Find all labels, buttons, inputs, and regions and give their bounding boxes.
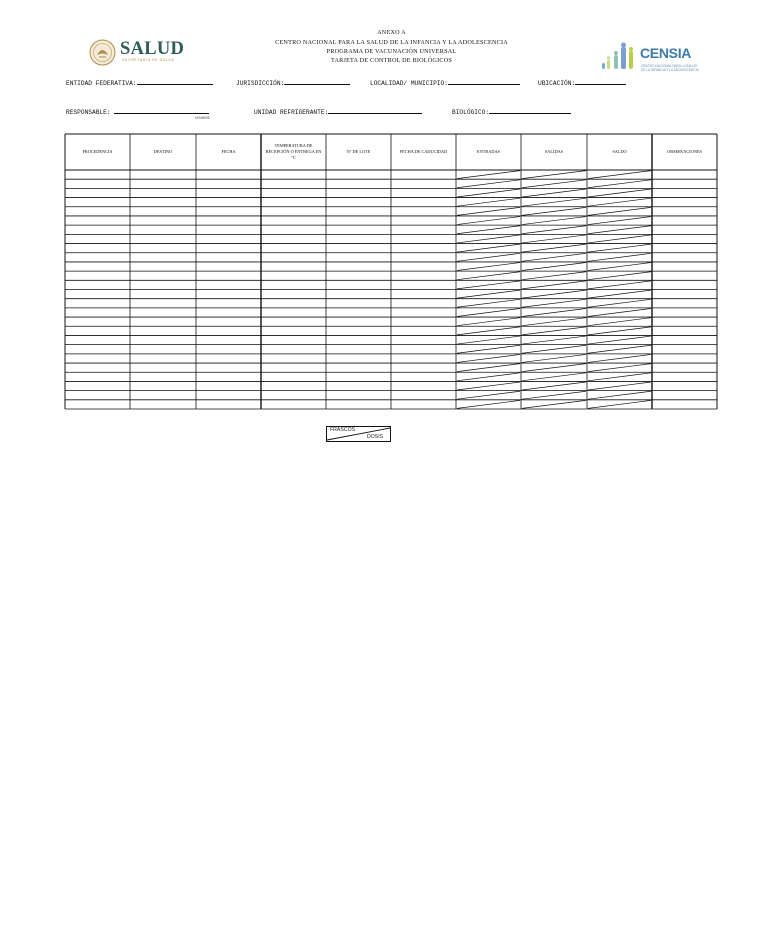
table-cell-slash	[457, 272, 520, 280]
header-title-programa: PROGRAMA DE VACUNACIÓN UNIVERSAL	[326, 48, 457, 55]
table-cell-slash	[522, 244, 586, 252]
biologico-label: BIOLÓGICO:	[452, 109, 490, 116]
table-cell-slash	[522, 336, 586, 344]
table-cell-slash	[457, 189, 520, 197]
table-cell-slash	[457, 198, 520, 206]
column-header-4: N° DE LOTE	[346, 149, 371, 154]
table-cell-slash	[588, 290, 651, 298]
table-cell-slash	[457, 281, 520, 289]
table-cell-slash	[457, 207, 520, 215]
table-cell-slash	[588, 354, 651, 362]
table-cell-slash	[522, 382, 586, 390]
table-cell-slash	[457, 354, 520, 362]
table-cell-slash	[457, 226, 520, 234]
table-cell-slash	[588, 189, 651, 197]
table-cell-slash	[457, 299, 520, 307]
table-cell-slash	[457, 217, 520, 225]
table-cell-slash	[588, 253, 651, 261]
salud-logo-text: SALUD	[120, 39, 185, 59]
table-cell-slash	[588, 364, 651, 372]
table-cell-slash	[457, 336, 520, 344]
table-cell-slash	[588, 180, 651, 188]
table-cell-slash	[522, 354, 586, 362]
header-title-tarjeta: TARJETA DE CONTROL DE BIOLÓGICOS	[330, 57, 453, 64]
table-cell-slash	[522, 400, 586, 408]
table-cell-slash	[588, 345, 651, 353]
table-cell-slash	[588, 318, 651, 326]
table-cell-slash	[588, 373, 651, 381]
table-cell-slash	[522, 217, 586, 225]
header-title-centro: CENTRO NACIONAL PARA LA SALUD DE LA INFANCIA Y LA ADOLESCENCIA	[275, 39, 508, 46]
table-cell-slash	[457, 345, 520, 353]
column-header-9: OBSERVACIONES	[667, 149, 702, 154]
table-cell-slash	[457, 382, 520, 390]
table-cell-slash	[457, 364, 520, 372]
table-cell-slash	[522, 189, 586, 197]
column-header-7: SALIDAS	[544, 149, 564, 154]
table-cell-slash	[588, 308, 651, 316]
column-header-3: TEMPERATURA DE RECEPCIÓN O ENTREGA EN °C	[265, 143, 322, 160]
table-cell-slash	[457, 400, 520, 408]
table-cell-slash	[588, 244, 651, 252]
table-cell-slash	[588, 272, 651, 280]
legend-frascos: FRASCOS	[330, 427, 356, 433]
table-cell-slash	[457, 327, 520, 335]
column-header-2: FECHA	[221, 149, 236, 154]
table-cell-slash	[522, 318, 586, 326]
table-cell-slash	[457, 253, 520, 261]
header-title-anexo: ANEXO A	[377, 29, 406, 36]
table-cell-slash	[588, 400, 651, 408]
entidad-label: ENTIDAD FEDERATIVA:	[66, 80, 137, 87]
table-cell-slash	[522, 272, 586, 280]
table-cell-slash	[522, 263, 586, 271]
ubicacion-label: UBICACIÓN:	[538, 80, 576, 87]
responsable-label: RESPONSABLE:	[66, 109, 111, 116]
table-cell-slash	[522, 364, 586, 372]
column-header-6: ENTRADAS	[477, 149, 500, 154]
table-cell-slash	[588, 382, 651, 390]
table-cell-slash	[522, 391, 586, 399]
table-cell-slash	[522, 281, 586, 289]
table-cell-slash	[522, 290, 586, 298]
responsable-hint: NOMBRE	[195, 116, 211, 120]
table-cell-slash	[457, 391, 520, 399]
table-cell-slash	[522, 226, 586, 234]
table-cell-slash	[588, 171, 651, 179]
table-cell-slash	[588, 217, 651, 225]
censia-logo-subtitle: CENTRO NACIONAL PARA LA SALUD DE LA INFANCIA Y LA ADOLESCENCIA	[641, 64, 699, 72]
table-cell-slash	[522, 253, 586, 261]
censia-logo-text: CENSIA	[640, 45, 692, 61]
legend-dosis: DOSIS	[367, 434, 384, 440]
table-cell-slash	[588, 327, 651, 335]
table-cell-slash	[522, 299, 586, 307]
table-cell-slash	[522, 327, 586, 335]
table-cell-slash	[588, 235, 651, 243]
table-cell-slash	[457, 318, 520, 326]
column-header-1: DESTINO	[153, 149, 173, 154]
unidad-label: UNIDAD REFRIGERANTE:	[254, 109, 329, 116]
table-cell-slash	[522, 180, 586, 188]
table-cell-slash	[588, 281, 651, 289]
column-header-5: FECHA DE CADUCIDAD	[399, 149, 448, 154]
table-cell-slash	[588, 198, 651, 206]
jurisdiccion-label: JURISDICCIÓN:	[236, 80, 285, 87]
table-cell-slash	[457, 308, 520, 316]
table-cell-slash	[522, 235, 586, 243]
table-cell-slash	[457, 263, 520, 271]
table-cell-slash	[457, 171, 520, 179]
table-cell-slash	[457, 244, 520, 252]
table-cell-slash	[588, 299, 651, 307]
table-cell-slash	[522, 198, 586, 206]
table-cell-slash	[588, 336, 651, 344]
table-cell-slash	[457, 235, 520, 243]
table-cell-slash	[588, 391, 651, 399]
localidad-label: LOCALIDAD/ MUNICIPIO:	[370, 80, 448, 87]
frascos-dosis-legend	[326, 426, 391, 442]
table-cell-slash	[588, 263, 651, 271]
table-cell-slash	[457, 180, 520, 188]
table-cell-slash	[522, 207, 586, 215]
column-header-0: PROCEDENCIA	[82, 149, 113, 154]
table-cell-slash	[588, 226, 651, 234]
table-cell-slash	[457, 373, 520, 381]
table-cell-slash	[522, 373, 586, 381]
table-cell-slash	[588, 207, 651, 215]
table-cell-slash	[457, 290, 520, 298]
table-cell-slash	[522, 308, 586, 316]
salud-logo-subtitle: SECRETARÍA DE SALUD	[122, 58, 175, 62]
table-cell-slash	[522, 345, 586, 353]
table-cell-slash	[522, 171, 586, 179]
column-header-8: SALDO	[612, 149, 627, 154]
